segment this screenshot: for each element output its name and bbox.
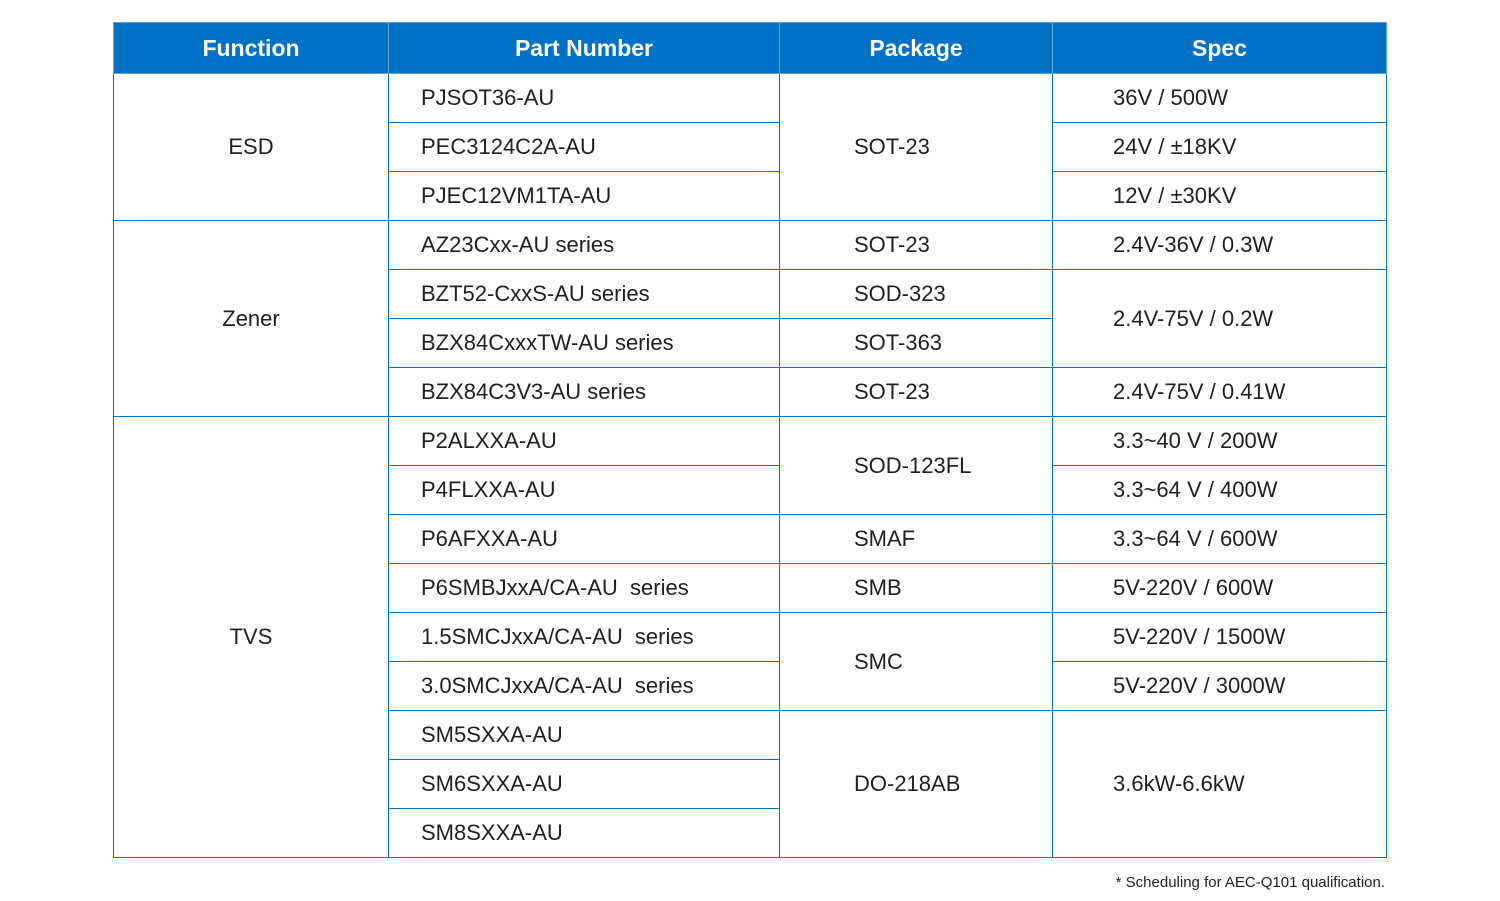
part-number-cell: 3.0SMCJxxA/CA-AU series bbox=[389, 662, 780, 711]
function-cell-tvs: TVS bbox=[114, 417, 389, 858]
product-table-container bbox=[113, 22, 1386, 858]
part-number-cell: AZ23Cxx-AU series bbox=[389, 221, 780, 270]
part-number-cell: P4FLXXA-AU bbox=[389, 466, 780, 515]
package-cell: SOT-363 bbox=[780, 319, 1053, 368]
part-number-cell: PEC3124C2A-AU bbox=[389, 123, 780, 172]
part-number-cell: SM6SXXA-AU bbox=[389, 760, 780, 809]
package-cell: SOT-23 bbox=[780, 221, 1053, 270]
function-cell-esd: ESD bbox=[114, 74, 389, 221]
header-spec: Spec bbox=[1053, 23, 1387, 74]
footnote: * Scheduling for AEC-Q101 qualification. bbox=[1115, 874, 1385, 891]
header-part-number: Part Number bbox=[389, 23, 780, 74]
spec-cell: 36V / 500W bbox=[1053, 74, 1387, 123]
part-number-cell: PJEC12VM1TA-AU bbox=[389, 172, 780, 221]
part-number-cell: SM5SXXA-AU bbox=[389, 711, 780, 760]
table-header-row bbox=[114, 23, 1387, 74]
table-row bbox=[114, 221, 1387, 270]
package-cell: SMAF bbox=[780, 515, 1053, 564]
package-cell: DO-218AB bbox=[780, 711, 1053, 858]
table-row bbox=[114, 417, 1387, 466]
table-row bbox=[114, 74, 1387, 123]
package-cell: SOD-123FL bbox=[780, 417, 1053, 515]
spec-cell: 5V-220V / 1500W bbox=[1053, 613, 1387, 662]
spec-cell: 2.4V-36V / 0.3W bbox=[1053, 221, 1387, 270]
function-cell-zener: Zener bbox=[114, 221, 389, 417]
spec-cell: 24V / ±18KV bbox=[1053, 123, 1387, 172]
package-cell: SOT-23 bbox=[780, 74, 1053, 221]
part-number-cell: P2ALXXA-AU bbox=[389, 417, 780, 466]
package-cell: SOT-23 bbox=[780, 368, 1053, 417]
spec-cell: 5V-220V / 600W bbox=[1053, 564, 1387, 613]
part-number-cell: 1.5SMCJxxA/CA-AU series bbox=[389, 613, 780, 662]
spec-cell: 12V / ±30KV bbox=[1053, 172, 1387, 221]
spec-cell: 3.6kW-6.6kW bbox=[1053, 711, 1387, 858]
part-number-cell: P6SMBJxxA/CA-AU series bbox=[389, 564, 780, 613]
part-number-cell: P6AFXXA-AU bbox=[389, 515, 780, 564]
header-package: Package bbox=[780, 23, 1053, 74]
part-number-cell: BZX84CxxxTW-AU series bbox=[389, 319, 780, 368]
spec-cell: 2.4V-75V / 0.2W bbox=[1053, 270, 1387, 368]
header-function: Function bbox=[114, 23, 389, 74]
spec-cell: 3.3~40 V / 200W bbox=[1053, 417, 1387, 466]
part-number-cell: BZT52-CxxS-AU series bbox=[389, 270, 780, 319]
package-cell: SOD-323 bbox=[780, 270, 1053, 319]
package-cell: SMC bbox=[780, 613, 1053, 711]
part-number-cell: PJSOT36-AU bbox=[389, 74, 780, 123]
part-number-cell: BZX84C3V3-AU series bbox=[389, 368, 780, 417]
product-table bbox=[113, 22, 1387, 858]
package-cell: SMB bbox=[780, 564, 1053, 613]
part-number-cell: SM8SXXA-AU bbox=[389, 809, 780, 858]
spec-cell: 5V-220V / 3000W bbox=[1053, 662, 1387, 711]
spec-cell: 3.3~64 V / 400W bbox=[1053, 466, 1387, 515]
spec-cell: 3.3~64 V / 600W bbox=[1053, 515, 1387, 564]
spec-cell: 2.4V-75V / 0.41W bbox=[1053, 368, 1387, 417]
